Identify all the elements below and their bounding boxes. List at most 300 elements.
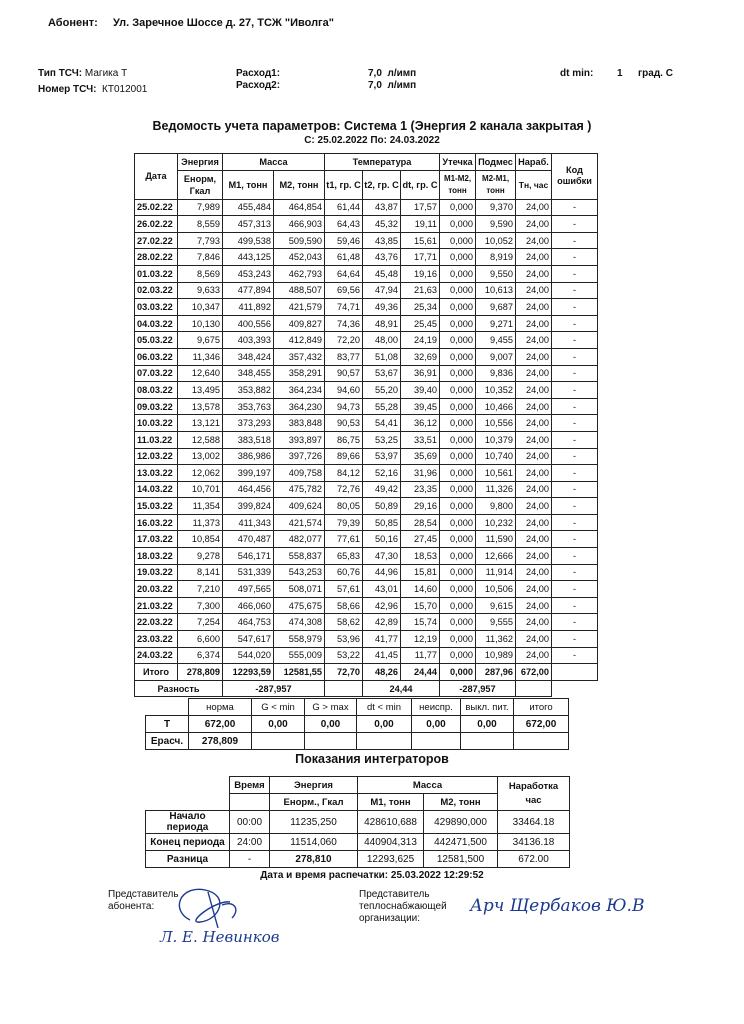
cell-enorm: 10,347 [178, 299, 223, 316]
col-leak: Утечка [440, 154, 476, 171]
cell-m1-m2: 0,000 [440, 614, 476, 631]
cell-t1: 94,73 [325, 398, 363, 415]
cell-t1: 57,61 [325, 581, 363, 598]
cell-t1: 89,66 [325, 448, 363, 465]
cell-m2-m1: 9,800 [476, 498, 516, 515]
cell-dt: 17,57 [401, 199, 440, 216]
cell-date: 05.03.22 [135, 332, 178, 349]
col-th: Тн, час [516, 170, 552, 199]
cell-m1-m2: 0,000 [440, 199, 476, 216]
cell-m2-m1: 11,326 [476, 481, 516, 498]
table-row [135, 531, 598, 548]
cell-t2: 43,85 [363, 232, 401, 249]
cell-t1: 58,62 [325, 614, 363, 631]
cell-m2: 409,758 [274, 465, 325, 482]
integrator-cell: 440904,313 [358, 834, 424, 851]
cell-enorm: 10,854 [178, 531, 223, 548]
cell-dt: 25,34 [401, 299, 440, 316]
table-row [135, 564, 598, 581]
cell-t2: 43,01 [363, 581, 401, 598]
cell-m1: 400,556 [223, 315, 274, 332]
integrator-cell: Разница [146, 851, 230, 868]
dt-min-value: 1 [617, 68, 623, 79]
cell-m1: 443,125 [223, 249, 274, 266]
col-dt: dt, гр. С [401, 170, 440, 199]
cell-date: 07.03.22 [135, 365, 178, 382]
cell-t1: 61,44 [325, 199, 363, 216]
table-row [135, 282, 598, 299]
cell-enorm: 6,374 [178, 647, 223, 664]
cell-m1: 411,343 [223, 514, 274, 531]
cell-t2: 48,91 [363, 315, 401, 332]
cell-enorm: 8,559 [178, 216, 223, 233]
tch-type-value: Магика Т [84, 68, 128, 79]
cell-t2: 51,08 [363, 348, 401, 365]
cell-m1: 547,617 [223, 631, 274, 648]
cell-th: 24,00 [516, 498, 552, 515]
table-row [135, 415, 598, 432]
cell-m2: 488,507 [274, 282, 325, 299]
cell-t1: 74,71 [325, 299, 363, 316]
cell-date: 27.02.22 [135, 232, 178, 249]
cell-dt: 15,70 [401, 597, 440, 614]
cell-m2-m1: 9,007 [476, 348, 516, 365]
flow2-label: Расход2: [236, 80, 281, 91]
cell-m1-m2: 0,000 [440, 498, 476, 515]
cell-m2: 452,043 [274, 249, 325, 266]
cell-t2: 42,89 [363, 614, 401, 631]
cell-m1-m2: 0,000 [440, 514, 476, 531]
summary-t-value: 0,00 [252, 716, 305, 733]
cell-dt: 35,69 [401, 448, 440, 465]
cell-m1-m2: 0,000 [440, 581, 476, 598]
cell-m2: 509,590 [274, 232, 325, 249]
cell-error-code: - [552, 299, 598, 316]
subscriber-label: Абонент: [48, 17, 98, 29]
cell-m1: 411,892 [223, 299, 274, 316]
cell-t2: 45,32 [363, 216, 401, 233]
cell-date: 14.03.22 [135, 481, 178, 498]
col-m1-m2: М1-М2, тонн [440, 170, 476, 199]
total-error-code [552, 664, 598, 681]
table-row [135, 647, 598, 664]
cell-m2: 397,726 [274, 448, 325, 465]
cell-m2-m1: 11,590 [476, 531, 516, 548]
cell-dt: 19,16 [401, 265, 440, 282]
flow2-value: 7,0 л/имп [368, 80, 417, 91]
col-error-code: Код ошибки [552, 154, 598, 200]
col-m2-m1: М2-М1, тонн [476, 170, 516, 199]
cell-dt: 28,54 [401, 514, 440, 531]
cell-m1: 499,538 [223, 232, 274, 249]
cell-t2: 49,42 [363, 481, 401, 498]
report-title: Ведомость учета параметров: Система 1 (Энергия 2 канала закрытая ) [152, 119, 592, 133]
cell-enorm: 12,062 [178, 465, 223, 482]
cell-t1: 64,43 [325, 216, 363, 233]
cell-m2-m1: 9,370 [476, 199, 516, 216]
cell-th: 24,00 [516, 282, 552, 299]
cell-t2: 54,41 [363, 415, 401, 432]
cell-date: 28.02.22 [135, 249, 178, 266]
cell-t2: 50,85 [363, 514, 401, 531]
col-energy: Энергия [178, 154, 223, 171]
cell-t1: 72,20 [325, 332, 363, 349]
cell-date: 25.02.22 [135, 199, 178, 216]
total-m2-m1: 287,96 [476, 664, 516, 681]
summary-col-2: G > max [305, 699, 357, 716]
cell-t2: 41,45 [363, 647, 401, 664]
cell-m1: 457,313 [223, 216, 274, 233]
cell-enorm: 9,278 [178, 548, 223, 565]
cell-m2-m1: 10,466 [476, 398, 516, 415]
cell-error-code: - [552, 514, 598, 531]
cell-th: 24,00 [516, 581, 552, 598]
cell-th: 24,00 [516, 514, 552, 531]
cell-date: 18.03.22 [135, 548, 178, 565]
table-row [135, 431, 598, 448]
dt-min-label: dt min: [560, 68, 594, 79]
flow1-label: Расход1: [236, 68, 281, 79]
cell-th: 24,00 [516, 465, 552, 482]
cell-enorm: 13,495 [178, 382, 223, 399]
dt-min-unit: град. С [638, 68, 673, 79]
cell-m2-m1: 9,590 [476, 216, 516, 233]
cell-t2: 45,48 [363, 265, 401, 282]
cell-m2: 357,432 [274, 348, 325, 365]
cell-date: 12.03.22 [135, 448, 178, 465]
cell-m2-m1: 8,919 [476, 249, 516, 266]
summary-col-6: итого [514, 699, 569, 716]
total-t1: 72,70 [325, 664, 363, 681]
int-col-time: Время [230, 777, 270, 794]
cell-t2: 44,96 [363, 564, 401, 581]
summary-t-value: 672,00 [189, 716, 252, 733]
cell-m1: 399,197 [223, 465, 274, 482]
cell-t1: 61,48 [325, 249, 363, 266]
cell-m1-m2: 0,000 [440, 597, 476, 614]
cell-error-code: - [552, 481, 598, 498]
total-row [135, 664, 598, 681]
difference-row [135, 680, 598, 697]
integrator-cell: 12293,625 [358, 851, 424, 868]
integrator-cell: 11235,250 [270, 811, 358, 834]
summary-col-4: неиспр. [412, 699, 461, 716]
total-m1-m2: 0,000 [440, 664, 476, 681]
cell-m1: 477,894 [223, 282, 274, 299]
integrator-cell: 34136.18 [498, 834, 570, 851]
cell-enorm: 6,600 [178, 631, 223, 648]
integrator-cell: 428610,688 [358, 811, 424, 834]
cell-th: 24,00 [516, 597, 552, 614]
cell-t1: 80,05 [325, 498, 363, 515]
cell-m1: 455,484 [223, 199, 274, 216]
cell-enorm: 11,373 [178, 514, 223, 531]
summary-t-value: 0,00 [412, 716, 461, 733]
cell-enorm: 7,793 [178, 232, 223, 249]
cell-m1-m2: 0,000 [440, 481, 476, 498]
cell-dt: 36,12 [401, 415, 440, 432]
cell-m2-m1: 11,362 [476, 631, 516, 648]
cell-th: 24,00 [516, 332, 552, 349]
cell-enorm: 8,141 [178, 564, 223, 581]
cell-t2: 50,89 [363, 498, 401, 515]
cell-enorm: 12,640 [178, 365, 223, 382]
total-m1: 12293,59 [223, 664, 274, 681]
cell-m2: 364,234 [274, 382, 325, 399]
cell-t1: 90,57 [325, 365, 363, 382]
cell-t2: 47,30 [363, 548, 401, 565]
cell-dt: 29,16 [401, 498, 440, 515]
col-mass: Масса [223, 154, 325, 171]
table-row [135, 498, 598, 515]
cell-dt: 33,51 [401, 431, 440, 448]
table-row [135, 382, 598, 399]
cell-dt: 15,74 [401, 614, 440, 631]
cell-m1-m2: 0,000 [440, 282, 476, 299]
cell-m1-m2: 0,000 [440, 216, 476, 233]
table-row [135, 631, 598, 648]
tch-type-label: Тип ТСЧ: [38, 68, 83, 79]
cell-m1: 531,339 [223, 564, 274, 581]
cell-m2: 464,854 [274, 199, 325, 216]
summary-col-3: dt < min [357, 699, 412, 716]
col-t1: t1, гр. С [325, 170, 363, 199]
integrator-cell: 11514,060 [270, 834, 358, 851]
cell-enorm: 13,121 [178, 415, 223, 432]
cell-dt: 15,61 [401, 232, 440, 249]
cell-error-code: - [552, 465, 598, 482]
cell-th: 24,00 [516, 249, 552, 266]
cell-m1-m2: 0,000 [440, 398, 476, 415]
table-row [135, 332, 598, 349]
cell-m1-m2: 0,000 [440, 415, 476, 432]
cell-date: 15.03.22 [135, 498, 178, 515]
total-date: Итого [135, 664, 178, 681]
cell-dt: 39,40 [401, 382, 440, 399]
cell-m1: 546,171 [223, 548, 274, 565]
cell-m1: 453,243 [223, 265, 274, 282]
cell-m2: 474,308 [274, 614, 325, 631]
cell-m2-m1: 10,232 [476, 514, 516, 531]
summary-t-label: T [146, 716, 189, 733]
col-m2: М2, тонн [274, 170, 325, 199]
cell-error-code: - [552, 249, 598, 266]
cell-m2: 475,782 [274, 481, 325, 498]
cell-date: 19.03.22 [135, 564, 178, 581]
cell-error-code: - [552, 232, 598, 249]
integrator-cell: 429890,000 [424, 811, 498, 834]
cell-m1: 373,293 [223, 415, 274, 432]
integrator-cell: Начало периода [146, 811, 230, 834]
summary-t-value: 0,00 [357, 716, 412, 733]
total-enorm: 278,809 [178, 664, 223, 681]
cell-m2: 462,793 [274, 265, 325, 282]
cell-t1: 53,22 [325, 647, 363, 664]
cell-th: 24,00 [516, 531, 552, 548]
cell-t2: 52,16 [363, 465, 401, 482]
cell-m2-m1: 11,914 [476, 564, 516, 581]
total-m2: 12581,55 [274, 664, 325, 681]
cell-th: 24,00 [516, 415, 552, 432]
integrator-cell: 00:00 [230, 811, 270, 834]
cell-error-code: - [552, 265, 598, 282]
cell-t1: 59,46 [325, 232, 363, 249]
cell-dt: 21,63 [401, 282, 440, 299]
cell-error-code: - [552, 631, 598, 648]
supplier-rep: Представитель теплоснабжающей организации: [359, 889, 447, 924]
diff-label: Разность [135, 680, 223, 697]
cell-date: 01.03.22 [135, 265, 178, 282]
cell-m1: 353,763 [223, 398, 274, 415]
cell-th: 24,00 [516, 265, 552, 282]
int-col-enorm: Енорм., Гкал [270, 794, 358, 811]
table-row [135, 581, 598, 598]
cell-dt: 19,11 [401, 216, 440, 233]
cell-th: 24,00 [516, 448, 552, 465]
table-row [135, 299, 598, 316]
integrators-title: Показания интеграторов [295, 752, 449, 766]
cell-date: 23.03.22 [135, 631, 178, 648]
cell-m2: 421,574 [274, 514, 325, 531]
cell-m2: 558,979 [274, 631, 325, 648]
cell-th: 24,00 [516, 431, 552, 448]
cell-m2-m1: 10,740 [476, 448, 516, 465]
table-row [135, 348, 598, 365]
col-feed: Подмес [476, 154, 516, 171]
col-t2: t2, гр. С [363, 170, 401, 199]
cell-th: 24,00 [516, 216, 552, 233]
cell-m2-m1: 9,555 [476, 614, 516, 631]
summary-e-label: Ерасч. [146, 733, 189, 750]
cell-m1: 497,565 [223, 581, 274, 598]
cell-t1: 83,77 [325, 348, 363, 365]
cell-t2: 49,36 [363, 299, 401, 316]
cell-error-code: - [552, 548, 598, 565]
cell-t1: 65,83 [325, 548, 363, 565]
cell-th: 24,00 [516, 614, 552, 631]
cell-dt: 32,69 [401, 348, 440, 365]
cell-error-code: - [552, 564, 598, 581]
cell-error-code: - [552, 398, 598, 415]
cell-enorm: 7,989 [178, 199, 223, 216]
cell-enorm: 11,346 [178, 348, 223, 365]
int-col-work: Наработка час [498, 777, 570, 811]
cell-dt: 36,91 [401, 365, 440, 382]
cell-date: 11.03.22 [135, 431, 178, 448]
cell-dt: 27,45 [401, 531, 440, 548]
cell-m2: 358,291 [274, 365, 325, 382]
cell-date: 16.03.22 [135, 514, 178, 531]
cell-enorm: 10,130 [178, 315, 223, 332]
cell-dt: 24,19 [401, 332, 440, 349]
table-row [135, 481, 598, 498]
cell-date: 02.03.22 [135, 282, 178, 299]
cell-m1-m2: 0,000 [440, 365, 476, 382]
cell-th: 24,00 [516, 631, 552, 648]
cell-date: 09.03.22 [135, 398, 178, 415]
table-row [135, 199, 598, 216]
cell-m1: 383,518 [223, 431, 274, 448]
cell-m1-m2: 0,000 [440, 315, 476, 332]
cell-enorm: 11,354 [178, 498, 223, 515]
cell-t1: 53,96 [325, 631, 363, 648]
cell-enorm: 13,578 [178, 398, 223, 415]
integrator-cell: 33464.18 [498, 811, 570, 834]
cell-date: 08.03.22 [135, 382, 178, 399]
table-row [135, 216, 598, 233]
cell-enorm: 7,210 [178, 581, 223, 598]
col-enorm: Енорм, Гкал [178, 170, 223, 199]
tch-number [38, 84, 147, 95]
print-datetime: Дата и время распечатки: 25.03.2022 12:29:52 [260, 870, 484, 881]
table-row [135, 265, 598, 282]
cell-m1-m2: 0,000 [440, 348, 476, 365]
cell-dt: 14,60 [401, 581, 440, 598]
cell-t2: 53,67 [363, 365, 401, 382]
col-m1: М1, тонн [223, 170, 274, 199]
diff-leak: -287,957 [440, 680, 516, 697]
cell-m1: 353,882 [223, 382, 274, 399]
integrator-cell: 24:00 [230, 834, 270, 851]
cell-th: 24,00 [516, 564, 552, 581]
table-row [135, 448, 598, 465]
subscriber-value: Ул. Заречное Шоссе д. 27, ТСЖ "Иволга" [113, 17, 334, 29]
cell-m1-m2: 0,000 [440, 431, 476, 448]
tch-type [38, 68, 127, 79]
cell-error-code: - [552, 597, 598, 614]
int-col-m2: М2, тонн [424, 794, 498, 811]
cell-m2: 409,827 [274, 315, 325, 332]
cell-date: 22.03.22 [135, 614, 178, 631]
cell-m1-m2: 0,000 [440, 647, 476, 664]
cell-dt: 12,19 [401, 631, 440, 648]
flow1-value: 7,0 л/имп [368, 68, 417, 79]
cell-error-code: - [552, 382, 598, 399]
cell-m1-m2: 0,000 [440, 232, 476, 249]
cell-t2: 47,94 [363, 282, 401, 299]
time-summary-table [145, 698, 569, 750]
integrator-cell: 278,810 [270, 851, 358, 868]
table-row [135, 232, 598, 249]
cell-m2: 393,897 [274, 431, 325, 448]
tch-number-value: КТ012001 [102, 84, 148, 95]
cell-t1: 69,56 [325, 282, 363, 299]
cell-enorm: 9,675 [178, 332, 223, 349]
cell-m2: 383,848 [274, 415, 325, 432]
cell-th: 24,00 [516, 299, 552, 316]
col-work: Нараб. [516, 154, 552, 171]
table-row [135, 465, 598, 482]
cell-error-code: - [552, 282, 598, 299]
cell-enorm: 7,846 [178, 249, 223, 266]
cell-t1: 84,12 [325, 465, 363, 482]
cell-m2-m1: 9,687 [476, 299, 516, 316]
cell-dt: 31,96 [401, 465, 440, 482]
cell-th: 24,00 [516, 382, 552, 399]
cell-m1-m2: 0,000 [440, 564, 476, 581]
cell-m2-m1: 9,455 [476, 332, 516, 349]
cell-error-code: - [552, 581, 598, 598]
summary-col-1: G < min [252, 699, 305, 716]
integrators-table [145, 776, 570, 868]
cell-t2: 43,76 [363, 249, 401, 266]
cell-m2-m1: 10,052 [476, 232, 516, 249]
supplier-signature: Арч Щербаков Ю.В [470, 896, 645, 916]
cell-m1-m2: 0,000 [440, 631, 476, 648]
cell-enorm: 8,569 [178, 265, 223, 282]
cell-error-code: - [552, 199, 598, 216]
cell-m2: 364,230 [274, 398, 325, 415]
